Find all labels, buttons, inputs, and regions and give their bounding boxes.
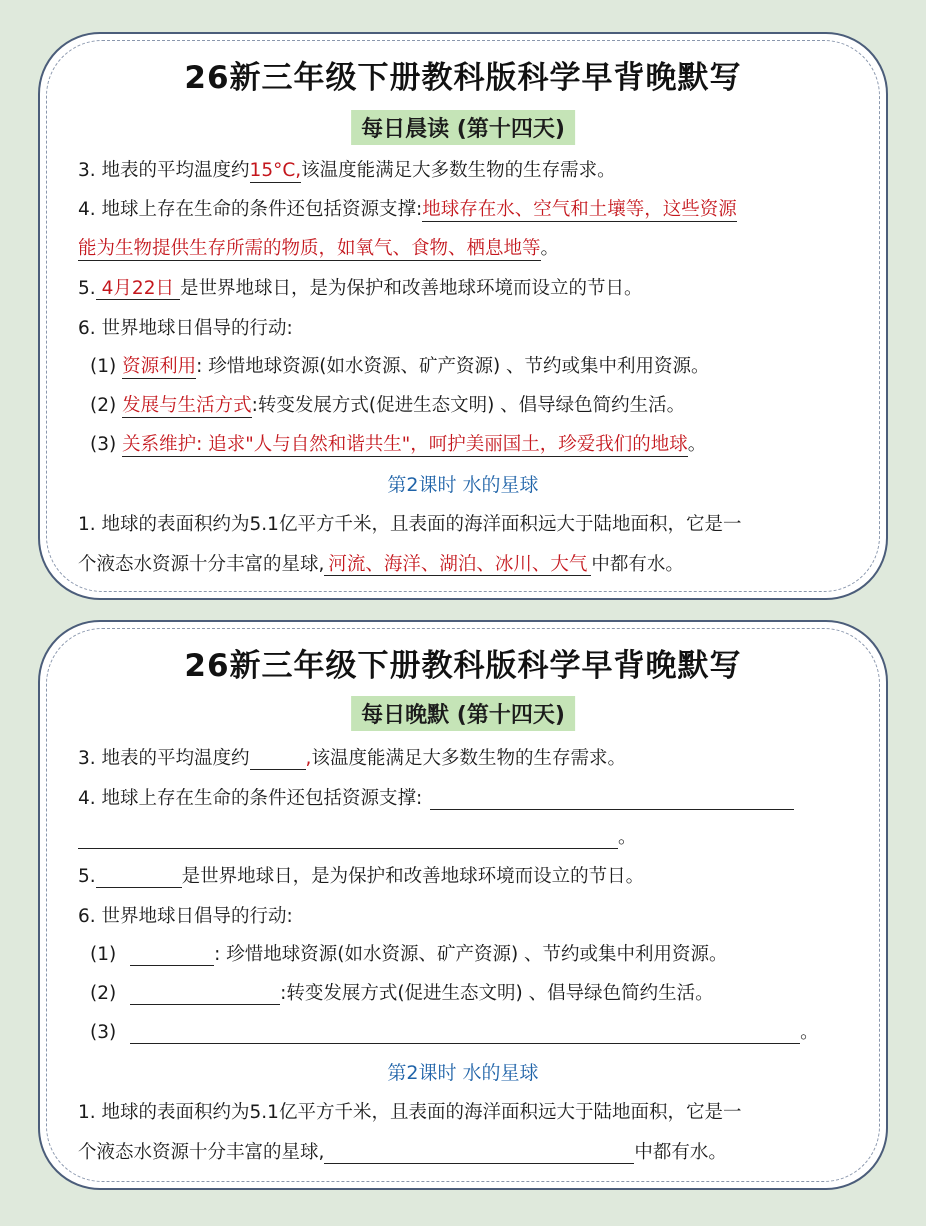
morning-q5: [78, 274, 642, 300]
item2-text: :转变发展方式(促进生态文明) 、倡导绿色简约生活。: [251, 395, 686, 416]
morning-p1-line-b: [78, 550, 684, 576]
q3-prefix: 3. 地表的平均温度约: [78, 748, 250, 769]
morning-subtitle: 每日晨读 (第十四天): [351, 110, 575, 145]
morning-card: [38, 32, 888, 600]
item2-num: (2): [90, 395, 117, 416]
q5-prefix: 5.: [78, 866, 96, 887]
q4-answer-b: 能为生物提供生存所需的物质，如氧气、食物、栖息地等: [78, 238, 541, 259]
morning-item-3: [90, 430, 706, 456]
q4-answer-a: 地球存在水、空气和土壤等，这些资源: [422, 199, 737, 220]
p1-prefix: 个液态水资源十分丰富的星球,: [78, 554, 325, 575]
item2-blank[interactable]: [130, 984, 280, 1005]
morning-q6: 6. 世界地球日倡导的行动:: [78, 318, 293, 339]
q4-prefix: 4. 地球上存在生命的条件还包括资源支撑:: [78, 199, 423, 220]
q5-suffix: 是世界地球日，是为保护和改善地球环境而设立的节日。: [181, 866, 645, 887]
q3-prefix: 3. 地表的平均温度约: [78, 160, 250, 181]
morning-q4-cont: [78, 234, 559, 260]
morning-item-1: [90, 352, 710, 378]
item1-num: (1): [90, 356, 117, 377]
evening-title: 26新三年级下册教科版科学早背晚默写: [184, 648, 742, 684]
q5-answer: 4月22日: [96, 278, 180, 300]
q3-blank[interactable]: [250, 749, 306, 770]
evening-q4-cont: [78, 823, 637, 849]
item2-text: :转变发展方式(促进生态文明) 、倡导绿色简约生活。: [280, 983, 714, 1004]
item3-blank[interactable]: [130, 1023, 800, 1044]
evening-q4: [78, 784, 794, 810]
morning-title: 26新三年级下册教科版科学早背晚默写: [184, 60, 742, 96]
morning-item-2: [90, 391, 685, 417]
item3-end: 。: [687, 434, 707, 455]
item1-answer: 资源利用: [122, 356, 197, 377]
q5-prefix: 5.: [78, 278, 96, 299]
p1-suffix: 中都有水。: [591, 554, 684, 575]
item2-num: (2): [90, 983, 117, 1004]
q4-prefix: 4. 地球上存在生命的条件还包括资源支撑:: [78, 788, 423, 809]
item1-text: : 珍惜地球资源(如水资源、矿产资源) 、节约或集中利用资源。: [196, 356, 710, 377]
evening-item-1: [90, 940, 728, 966]
evening-q5: [78, 862, 644, 888]
morning-lesson-heading: 第2课时 水的星球: [387, 474, 539, 496]
item3-num: (3): [90, 434, 117, 455]
q3-comma: ,: [305, 748, 312, 769]
evening-item-3: [90, 1018, 819, 1044]
item3-num: (3): [90, 1022, 117, 1043]
evening-q6: 6. 世界地球日倡导的行动:: [78, 906, 293, 927]
p1-blank[interactable]: [324, 1143, 634, 1164]
p1-answer: 河流、海洋、湖泊、冰川、大气: [324, 554, 591, 576]
q3-suffix: 该温度能满足大多数生物的生存需求。: [301, 160, 616, 181]
evening-card: [38, 620, 888, 1190]
q4-blank-b[interactable]: [78, 828, 618, 849]
evening-subtitle: 每日晚默 (第十四天): [351, 696, 575, 731]
evening-q3: [78, 744, 626, 770]
evening-lesson-heading: 第2课时 水的星球: [387, 1062, 539, 1084]
q4-end: 。: [540, 238, 560, 259]
morning-q4: [78, 195, 737, 221]
item1-text: : 珍惜地球资源(如水资源、矿产资源) 、节约或集中利用资源。: [214, 944, 728, 965]
item2-answer: 发展与生活方式: [122, 395, 252, 416]
item3-end: 。: [800, 1022, 819, 1043]
q5-blank[interactable]: [96, 867, 182, 888]
q4-end: 。: [618, 827, 637, 848]
q3-answer: 15°C,: [249, 160, 302, 181]
evening-p1-line-b: [78, 1138, 727, 1164]
item1-num: (1): [90, 944, 117, 965]
p1-prefix: 个液态水资源十分丰富的星球,: [78, 1142, 325, 1163]
morning-q3: [78, 156, 616, 182]
evening-p1-line-a: 1. 地球的表面积约为5.1亿平方千米，且表面的海洋面积远大于陆地面积，它是一: [78, 1102, 742, 1123]
item1-blank[interactable]: [130, 945, 214, 966]
item3-answer: 关系维护: 追求"人与自然和谐共生"，呵护美丽国土，珍爱我们的地球: [122, 434, 688, 455]
q5-suffix: 是世界地球日，是为保护和改善地球环境而设立的节日。: [179, 278, 643, 299]
evening-item-2: [90, 979, 714, 1005]
q4-blank-a[interactable]: [430, 789, 794, 810]
q3-suffix: 该温度能满足大多数生物的生存需求。: [311, 748, 626, 769]
morning-p1-line-a: 1. 地球的表面积约为5.1亿平方千米，且表面的海洋面积远大于陆地面积，它是一: [78, 514, 742, 535]
p1-suffix: 中都有水。: [634, 1142, 727, 1163]
